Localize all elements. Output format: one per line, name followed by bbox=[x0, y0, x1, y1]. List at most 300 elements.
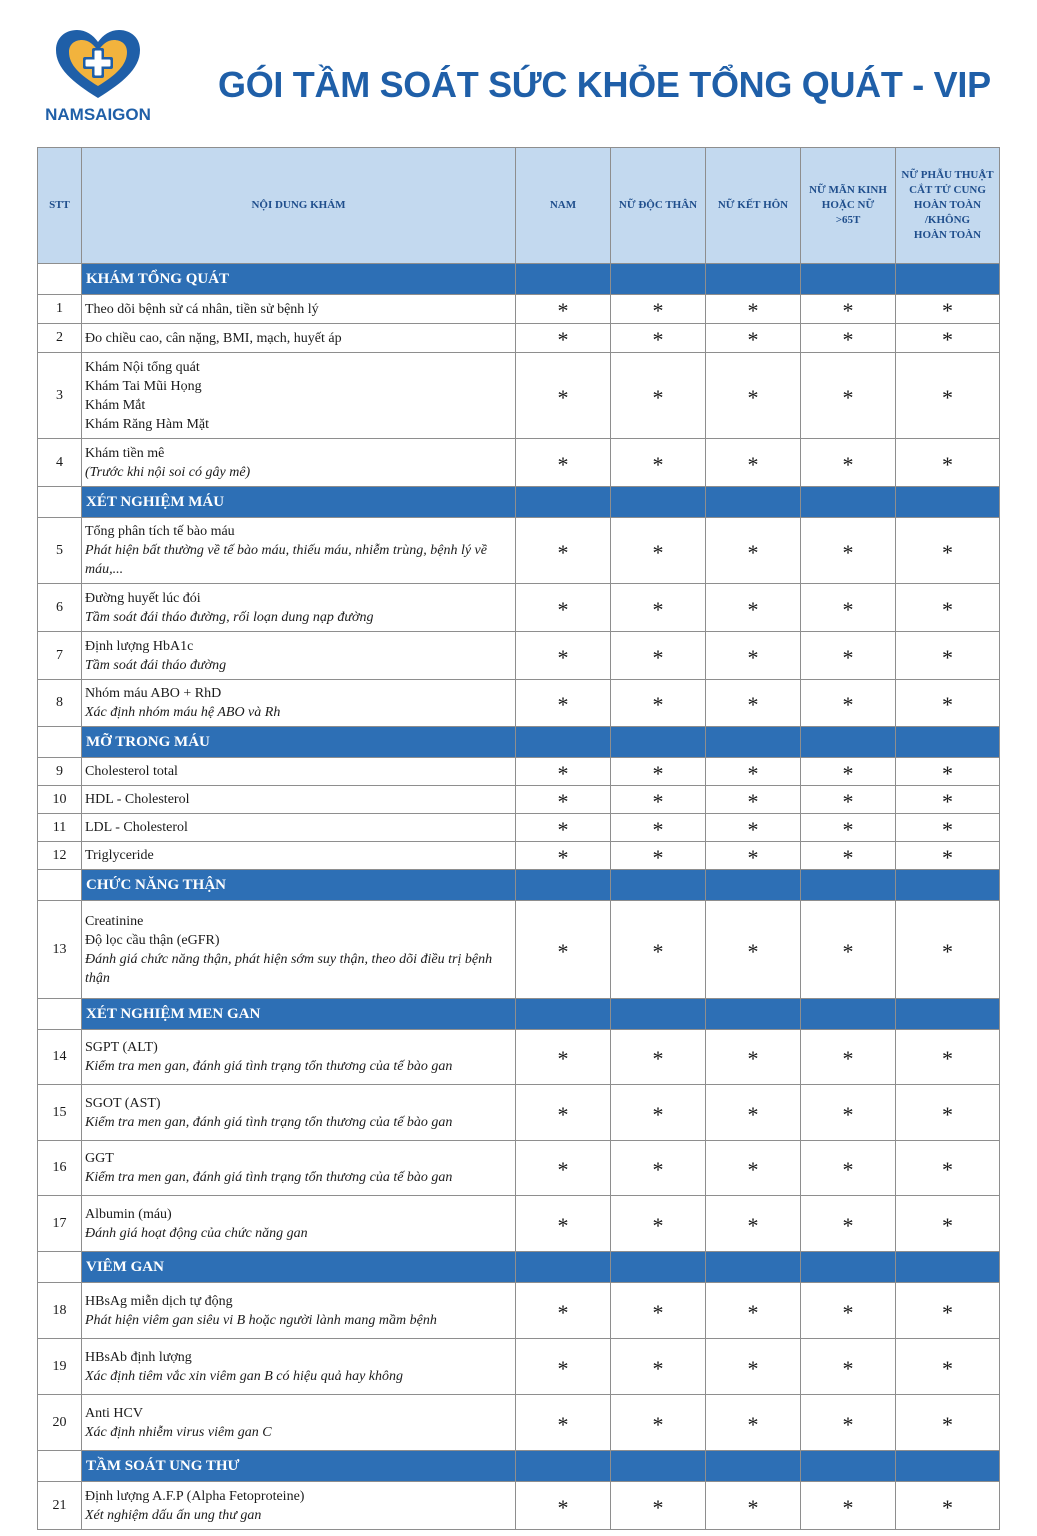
asterisk-icon: * bbox=[747, 596, 759, 622]
asterisk-icon: * bbox=[842, 1299, 854, 1325]
header-content: NỘI DUNG KHÁM bbox=[82, 148, 516, 264]
section-row bbox=[38, 1252, 1000, 1283]
stt-cell: 12 bbox=[38, 842, 82, 870]
included-mark-cell bbox=[706, 786, 801, 814]
included-mark-cell bbox=[516, 1085, 611, 1141]
section-fill-cell bbox=[706, 1252, 801, 1283]
asterisk-icon: * bbox=[557, 1299, 569, 1325]
asterisk-icon: * bbox=[842, 451, 854, 477]
asterisk-icon: * bbox=[747, 1411, 759, 1437]
included-mark-cell bbox=[611, 1283, 706, 1339]
included-mark-cell bbox=[516, 353, 611, 439]
included-mark-cell bbox=[801, 1339, 896, 1395]
content-description: Xác định nhóm máu hệ ABO và Rh bbox=[85, 705, 281, 720]
asterisk-icon: * bbox=[557, 788, 569, 814]
asterisk-icon: * bbox=[842, 1101, 854, 1127]
content-cell bbox=[82, 758, 516, 786]
included-mark-cell bbox=[516, 632, 611, 680]
asterisk-icon: * bbox=[747, 1101, 759, 1127]
asterisk-icon: * bbox=[942, 938, 953, 964]
asterisk-icon: * bbox=[942, 760, 953, 786]
content-cell bbox=[82, 1141, 516, 1196]
included-mark-cell bbox=[611, 584, 706, 632]
header-nu-man-kinh bbox=[801, 148, 896, 264]
included-mark-cell bbox=[896, 1085, 1000, 1141]
section-fill-cell bbox=[896, 487, 1000, 518]
included-mark-cell bbox=[896, 1196, 1000, 1252]
included-mark-cell bbox=[706, 1196, 801, 1252]
included-mark-cell bbox=[611, 324, 706, 353]
asterisk-icon: * bbox=[747, 692, 759, 717]
included-mark-cell bbox=[611, 295, 706, 324]
asterisk-icon: * bbox=[842, 539, 854, 565]
section-fill-cell bbox=[896, 870, 1000, 901]
asterisk-icon: * bbox=[942, 1046, 953, 1071]
asterisk-icon: * bbox=[747, 1046, 759, 1071]
content-line: GGT bbox=[85, 1151, 114, 1166]
section-row bbox=[38, 999, 1000, 1030]
section-title: VIÊM GAN bbox=[82, 1252, 516, 1283]
content-line: HBsAg miễn dịch tự động bbox=[85, 1293, 233, 1309]
stt-cell: 6 bbox=[38, 584, 82, 632]
asterisk-icon: * bbox=[652, 816, 664, 842]
asterisk-icon: * bbox=[942, 1101, 953, 1127]
header-stt: STT bbox=[38, 148, 82, 264]
asterisk-icon: * bbox=[747, 539, 759, 565]
table-row bbox=[38, 786, 1000, 814]
header-nu-phau-thuat bbox=[896, 148, 1000, 264]
content-line: HBsAb định lượng bbox=[85, 1349, 192, 1365]
section-fill-cell bbox=[516, 870, 611, 901]
asterisk-icon: * bbox=[557, 384, 569, 410]
table-row bbox=[38, 1085, 1000, 1141]
included-mark-cell bbox=[611, 758, 706, 786]
included-mark-cell bbox=[611, 680, 706, 727]
included-mark-cell bbox=[516, 1395, 611, 1451]
included-mark-cell bbox=[516, 584, 611, 632]
table-row bbox=[38, 518, 1000, 584]
included-mark-cell bbox=[516, 1196, 611, 1252]
asterisk-icon: * bbox=[942, 1494, 953, 1520]
content-line: HDL - Cholesterol bbox=[85, 792, 190, 807]
asterisk-icon: * bbox=[557, 1101, 569, 1127]
table-row bbox=[38, 295, 1000, 324]
included-mark-cell bbox=[801, 439, 896, 487]
section-fill-cell bbox=[516, 727, 611, 758]
table-row bbox=[38, 901, 1000, 999]
asterisk-icon: * bbox=[652, 1212, 664, 1238]
content-description: Kiểm tra men gan, đánh giá tình trạng tổn thương của tế bào gan bbox=[85, 1114, 453, 1130]
asterisk-icon: * bbox=[652, 692, 664, 717]
content-cell bbox=[82, 1395, 516, 1451]
content-cell bbox=[82, 680, 516, 727]
included-mark-cell bbox=[801, 1395, 896, 1451]
included-mark-cell bbox=[516, 1283, 611, 1339]
asterisk-icon: * bbox=[942, 1157, 953, 1182]
asterisk-icon: * bbox=[652, 1046, 664, 1071]
asterisk-icon: * bbox=[942, 451, 953, 477]
included-mark-cell bbox=[611, 814, 706, 842]
section-stt-cell bbox=[38, 727, 82, 758]
included-mark-cell bbox=[706, 814, 801, 842]
included-mark-cell bbox=[706, 324, 801, 353]
content-cell bbox=[82, 518, 516, 584]
included-mark-cell bbox=[611, 632, 706, 680]
section-fill-cell bbox=[801, 999, 896, 1030]
content-description: Kiểm tra men gan, đánh giá tình trạng tổn thương của tế bào gan bbox=[85, 1170, 453, 1185]
section-fill-cell bbox=[611, 1451, 706, 1482]
content-cell bbox=[82, 584, 516, 632]
header-nam: NAM bbox=[516, 148, 611, 264]
included-mark-cell bbox=[896, 324, 1000, 353]
asterisk-icon: * bbox=[842, 596, 854, 622]
section-fill-cell bbox=[706, 1451, 801, 1482]
content-description: Phát hiện viêm gan siêu vi B hoặc người lành mang mầm bệnh bbox=[85, 1312, 437, 1328]
asterisk-icon: * bbox=[842, 1212, 854, 1238]
included-mark-cell bbox=[516, 1482, 611, 1530]
content-line: Khám Nội tổng quát bbox=[85, 359, 200, 375]
included-mark-cell bbox=[896, 1030, 1000, 1085]
content-description: Phát hiện bất thường về tế bào máu, thiếu máu, nhiễm trùng, bệnh lý về máu,... bbox=[85, 543, 487, 577]
included-mark-cell bbox=[516, 518, 611, 584]
asterisk-icon: * bbox=[747, 938, 759, 964]
included-mark-cell bbox=[896, 814, 1000, 842]
included-mark-cell bbox=[611, 1141, 706, 1196]
asterisk-icon: * bbox=[747, 1212, 759, 1238]
content-line: Tổng phân tích tế bào máu bbox=[85, 524, 235, 539]
included-mark-cell bbox=[896, 1141, 1000, 1196]
included-mark-cell bbox=[706, 439, 801, 487]
asterisk-icon: * bbox=[747, 760, 759, 786]
content-line: Đo chiều cao, cân nặng, BMI, mạch, huyết áp bbox=[85, 330, 342, 346]
asterisk-icon: * bbox=[652, 644, 664, 670]
table-row bbox=[38, 439, 1000, 487]
asterisk-icon: * bbox=[557, 451, 569, 477]
section-fill-cell bbox=[611, 870, 706, 901]
content-line: Theo dõi bệnh sử cá nhân, tiền sử bệnh lý bbox=[85, 301, 319, 317]
included-mark-cell bbox=[896, 1395, 1000, 1451]
header-line: CẮT TỬ CUNG bbox=[909, 184, 986, 196]
content-line: Cholesterol total bbox=[85, 764, 178, 779]
content-cell bbox=[82, 1283, 516, 1339]
included-mark-cell bbox=[516, 758, 611, 786]
content-cell bbox=[82, 295, 516, 324]
included-mark-cell bbox=[801, 632, 896, 680]
header-line: HOÀN TOÀN bbox=[913, 199, 982, 211]
asterisk-icon: * bbox=[652, 760, 664, 786]
asterisk-icon: * bbox=[942, 539, 953, 565]
section-fill-cell bbox=[801, 487, 896, 518]
content-line: Anti HCV bbox=[85, 1405, 143, 1421]
asterisk-icon: * bbox=[652, 298, 664, 323]
asterisk-icon: * bbox=[942, 644, 953, 670]
content-cell bbox=[82, 786, 516, 814]
stt-cell: 5 bbox=[38, 518, 82, 584]
table-row bbox=[38, 632, 1000, 680]
content-line: SGPT (ALT) bbox=[85, 1040, 158, 1055]
asterisk-icon: * bbox=[842, 816, 854, 842]
included-mark-cell bbox=[801, 786, 896, 814]
content-line: Nhóm máu ABO + RhD bbox=[85, 686, 222, 701]
included-mark-cell bbox=[516, 1339, 611, 1395]
checkup-table bbox=[37, 147, 1000, 1530]
asterisk-icon: * bbox=[842, 1355, 854, 1381]
stt-cell: 15 bbox=[38, 1085, 82, 1141]
included-mark-cell bbox=[801, 324, 896, 353]
content-line: Khám tiền mê bbox=[85, 445, 165, 461]
asterisk-icon: * bbox=[942, 596, 953, 622]
table-row bbox=[38, 353, 1000, 439]
included-mark-cell bbox=[516, 1141, 611, 1196]
asterisk-icon: * bbox=[557, 327, 569, 352]
stt-cell: 20 bbox=[38, 1395, 82, 1451]
namsaigon-logo bbox=[36, 28, 160, 128]
included-mark-cell bbox=[896, 680, 1000, 727]
included-mark-cell bbox=[801, 353, 896, 439]
section-fill-cell bbox=[516, 1252, 611, 1283]
included-mark-cell bbox=[896, 632, 1000, 680]
table-row bbox=[38, 1482, 1000, 1530]
asterisk-icon: * bbox=[652, 844, 664, 870]
table-row bbox=[38, 1339, 1000, 1395]
asterisk-icon: * bbox=[652, 938, 664, 964]
included-mark-cell bbox=[896, 842, 1000, 870]
included-mark-cell bbox=[516, 842, 611, 870]
section-fill-cell bbox=[516, 1451, 611, 1482]
asterisk-icon: * bbox=[747, 451, 759, 477]
content-description: Kiểm tra men gan, đánh giá tình trạng tổn thương của tế bào gan bbox=[85, 1059, 453, 1074]
content-cell bbox=[82, 1085, 516, 1141]
included-mark-cell bbox=[896, 1283, 1000, 1339]
content-description: Xác định nhiễm virus viêm gan C bbox=[85, 1424, 272, 1440]
included-mark-cell bbox=[706, 1085, 801, 1141]
asterisk-icon: * bbox=[842, 327, 854, 352]
asterisk-icon: * bbox=[842, 692, 854, 717]
asterisk-icon: * bbox=[557, 644, 569, 670]
included-mark-cell bbox=[611, 901, 706, 999]
asterisk-icon: * bbox=[652, 596, 664, 622]
section-stt-cell bbox=[38, 487, 82, 518]
section-fill-cell bbox=[611, 727, 706, 758]
asterisk-icon: * bbox=[942, 384, 953, 410]
content-line: Đường huyết lúc đói bbox=[85, 590, 201, 606]
asterisk-icon: * bbox=[842, 760, 854, 786]
included-mark-cell bbox=[896, 295, 1000, 324]
included-mark-cell bbox=[611, 439, 706, 487]
asterisk-icon: * bbox=[747, 788, 759, 814]
stt-cell: 16 bbox=[38, 1141, 82, 1196]
asterisk-icon: * bbox=[747, 644, 759, 670]
table-row bbox=[38, 1030, 1000, 1085]
asterisk-icon: * bbox=[942, 844, 953, 870]
included-mark-cell bbox=[706, 584, 801, 632]
stt-cell: 4 bbox=[38, 439, 82, 487]
page-header bbox=[0, 0, 1037, 140]
asterisk-icon: * bbox=[842, 1494, 854, 1520]
stt-cell: 19 bbox=[38, 1339, 82, 1395]
section-fill-cell bbox=[801, 727, 896, 758]
included-mark-cell bbox=[516, 901, 611, 999]
asterisk-icon: * bbox=[842, 1411, 854, 1437]
asterisk-icon: * bbox=[652, 1299, 664, 1325]
included-mark-cell bbox=[706, 1339, 801, 1395]
section-stt-cell bbox=[38, 870, 82, 901]
asterisk-icon: * bbox=[747, 1355, 759, 1381]
section-title: KHÁM TỔNG QUÁT bbox=[82, 264, 516, 295]
included-mark-cell bbox=[801, 1196, 896, 1252]
included-mark-cell bbox=[706, 1395, 801, 1451]
included-mark-cell bbox=[706, 901, 801, 999]
stt-cell: 3 bbox=[38, 353, 82, 439]
content-line: Định lượng A.F.P (Alpha Fetoproteine) bbox=[85, 1488, 305, 1504]
table-row bbox=[38, 758, 1000, 786]
content-cell bbox=[82, 901, 516, 999]
section-title: CHỨC NĂNG THẬN bbox=[82, 870, 516, 901]
included-mark-cell bbox=[896, 353, 1000, 439]
table-body bbox=[38, 264, 1000, 1530]
included-mark-cell bbox=[611, 1395, 706, 1451]
asterisk-icon: * bbox=[942, 1299, 953, 1325]
section-fill-cell bbox=[896, 1451, 1000, 1482]
section-title: MỠ TRONG MÁU bbox=[82, 727, 516, 758]
asterisk-icon: * bbox=[842, 938, 854, 964]
content-cell bbox=[82, 632, 516, 680]
content-line: Định lượng HbA1c bbox=[85, 638, 194, 654]
asterisk-icon: * bbox=[747, 298, 759, 323]
included-mark-cell bbox=[801, 814, 896, 842]
included-mark-cell bbox=[516, 814, 611, 842]
content-cell bbox=[82, 439, 516, 487]
section-fill-cell bbox=[801, 264, 896, 295]
section-row bbox=[38, 1451, 1000, 1482]
table-row bbox=[38, 324, 1000, 353]
asterisk-icon: * bbox=[557, 1355, 569, 1381]
asterisk-icon: * bbox=[652, 1411, 664, 1437]
section-fill-cell bbox=[611, 999, 706, 1030]
table-header-row bbox=[38, 148, 1000, 264]
section-fill-cell bbox=[706, 999, 801, 1030]
included-mark-cell bbox=[706, 1141, 801, 1196]
header-line: NỮ MÃN KINH bbox=[809, 184, 887, 196]
header-line: HOÀN TOÀN bbox=[913, 229, 982, 241]
section-row bbox=[38, 487, 1000, 518]
asterisk-icon: * bbox=[557, 298, 569, 323]
stt-cell: 7 bbox=[38, 632, 82, 680]
stt-cell: 17 bbox=[38, 1196, 82, 1252]
content-description: Xác định tiêm vắc xin viêm gan B có hiệu quả hay không bbox=[85, 1368, 404, 1384]
header-line: /KHÔNG bbox=[924, 214, 971, 226]
content-cell bbox=[82, 842, 516, 870]
section-fill-cell bbox=[896, 1252, 1000, 1283]
stt-cell: 2 bbox=[38, 324, 82, 353]
content-line: Khám Mắt bbox=[85, 397, 146, 413]
section-fill-cell bbox=[706, 870, 801, 901]
included-mark-cell bbox=[896, 518, 1000, 584]
asterisk-icon: * bbox=[652, 539, 664, 565]
included-mark-cell bbox=[896, 758, 1000, 786]
asterisk-icon: * bbox=[747, 1299, 759, 1325]
section-fill-cell bbox=[801, 1451, 896, 1482]
asterisk-icon: * bbox=[747, 816, 759, 842]
header-line: HOẶC NỮ bbox=[821, 199, 875, 211]
included-mark-cell bbox=[896, 1339, 1000, 1395]
content-description: Xét nghiệm dấu ấn ung thư gan bbox=[85, 1507, 262, 1523]
section-fill-cell bbox=[896, 264, 1000, 295]
included-mark-cell bbox=[706, 1030, 801, 1085]
included-mark-cell bbox=[611, 1339, 706, 1395]
included-mark-cell bbox=[516, 680, 611, 727]
asterisk-icon: * bbox=[557, 844, 569, 870]
included-mark-cell bbox=[896, 439, 1000, 487]
included-mark-cell bbox=[516, 295, 611, 324]
content-line: SGOT (AST) bbox=[85, 1095, 161, 1111]
asterisk-icon: * bbox=[747, 844, 759, 870]
table-row bbox=[38, 584, 1000, 632]
asterisk-icon: * bbox=[557, 692, 569, 717]
asterisk-icon: * bbox=[942, 1355, 953, 1381]
table-row bbox=[38, 1196, 1000, 1252]
heart-cross-icon bbox=[52, 28, 144, 102]
section-title: XÉT NGHIỆM MEN GAN bbox=[82, 999, 516, 1030]
table-row bbox=[38, 814, 1000, 842]
asterisk-icon: * bbox=[942, 816, 953, 842]
included-mark-cell bbox=[611, 1085, 706, 1141]
included-mark-cell bbox=[896, 1482, 1000, 1530]
included-mark-cell bbox=[801, 518, 896, 584]
stt-cell: 11 bbox=[38, 814, 82, 842]
section-fill-cell bbox=[611, 1252, 706, 1283]
included-mark-cell bbox=[706, 295, 801, 324]
included-mark-cell bbox=[706, 758, 801, 786]
header-nu-ket-hon: NỮ KẾT HÔN bbox=[706, 148, 801, 264]
content-description: Tầm soát đái tháo đường, rối loạn dung nạp đường bbox=[85, 609, 374, 625]
asterisk-icon: * bbox=[842, 788, 854, 814]
asterisk-icon: * bbox=[557, 816, 569, 842]
asterisk-icon: * bbox=[652, 1355, 664, 1381]
stt-cell: 13 bbox=[38, 901, 82, 999]
asterisk-icon: * bbox=[652, 788, 664, 814]
section-stt-cell bbox=[38, 264, 82, 295]
section-stt-cell bbox=[38, 1451, 82, 1482]
content-line: Khám Răng Hàm Mặt bbox=[85, 416, 210, 432]
included-mark-cell bbox=[706, 842, 801, 870]
included-mark-cell bbox=[611, 353, 706, 439]
content-cell bbox=[82, 1196, 516, 1252]
section-row bbox=[38, 870, 1000, 901]
section-fill-cell bbox=[801, 1252, 896, 1283]
asterisk-icon: * bbox=[557, 1494, 569, 1520]
included-mark-cell bbox=[801, 1030, 896, 1085]
asterisk-icon: * bbox=[942, 1212, 953, 1238]
table-row bbox=[38, 1141, 1000, 1196]
included-mark-cell bbox=[611, 1482, 706, 1530]
asterisk-icon: * bbox=[747, 1157, 759, 1182]
included-mark-cell bbox=[801, 1085, 896, 1141]
stt-cell: 18 bbox=[38, 1283, 82, 1339]
included-mark-cell bbox=[706, 353, 801, 439]
included-mark-cell bbox=[801, 901, 896, 999]
included-mark-cell bbox=[611, 1196, 706, 1252]
asterisk-icon: * bbox=[652, 451, 664, 477]
asterisk-icon: * bbox=[942, 1411, 953, 1437]
content-description: Đánh giá hoạt động của chức năng gan bbox=[85, 1225, 308, 1241]
included-mark-cell bbox=[801, 842, 896, 870]
included-mark-cell bbox=[801, 1482, 896, 1530]
section-row bbox=[38, 727, 1000, 758]
asterisk-icon: * bbox=[557, 596, 569, 622]
included-mark-cell bbox=[611, 1030, 706, 1085]
asterisk-icon: * bbox=[942, 692, 953, 717]
